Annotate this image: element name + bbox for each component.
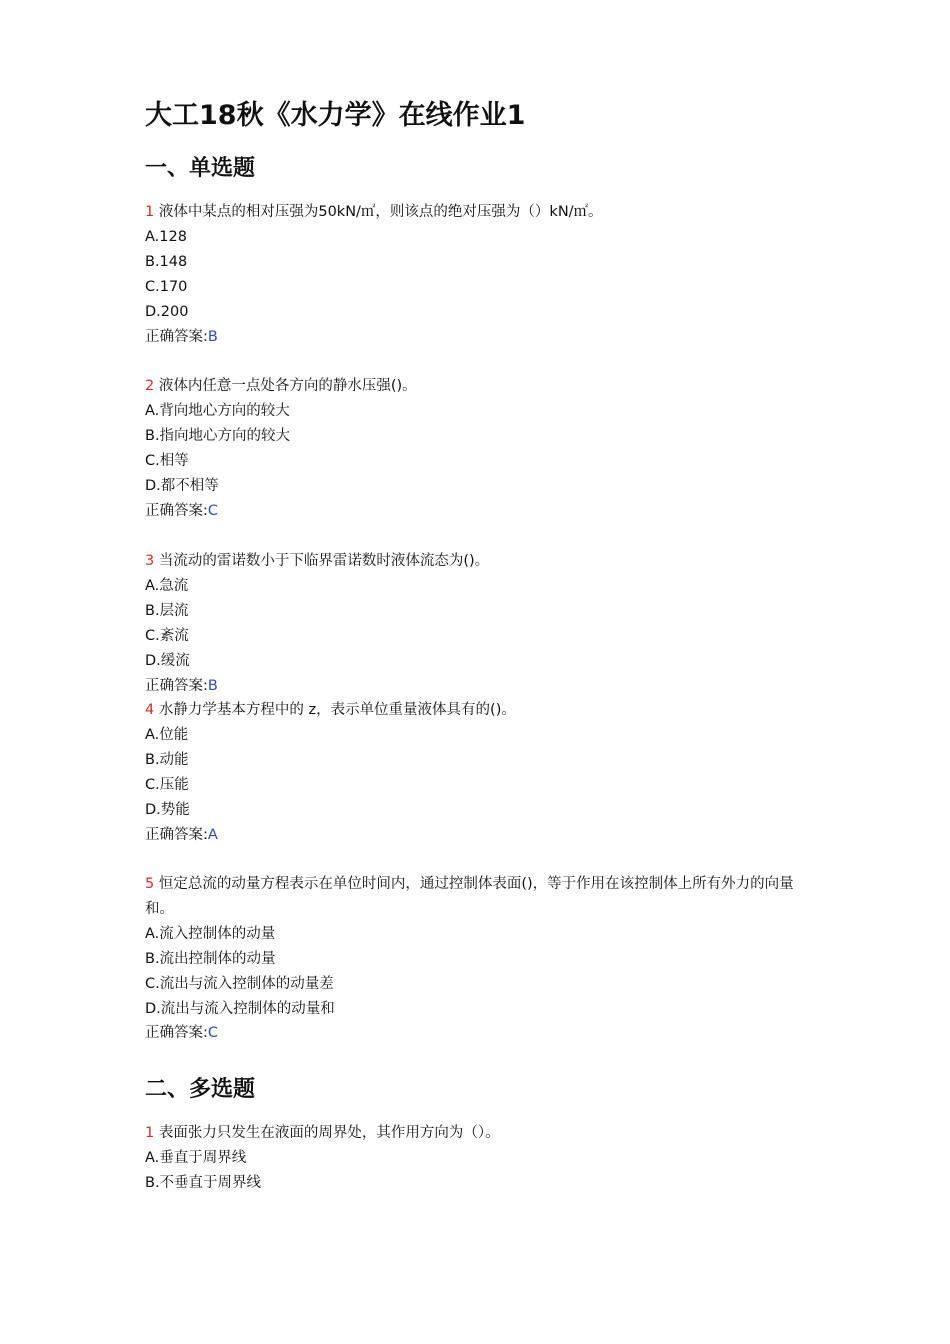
question-stem — [145, 374, 825, 399]
question-text: 恒定总流的动量方程表示在单位时间内，通过控制体表面()，等于作用在该控制体上所有外力的向量和。 — [145, 876, 794, 917]
question-2 — [145, 374, 825, 523]
option-b: B.指向地心方向的较大 — [145, 427, 291, 444]
question-number: 3 — [145, 553, 155, 569]
question-number: 4 — [145, 702, 155, 718]
option-a: A.背向地心方向的较大 — [145, 402, 290, 419]
document-title: 大工18秋《水力学》在线作业1 — [145, 100, 526, 131]
correct-answer — [145, 674, 825, 699]
option-a: A.流入控制体的动量 — [145, 925, 276, 942]
question-1 — [145, 1121, 825, 1196]
question-text: 水静力学基本方程中的 z，表示单位重量液体具有的()。 — [154, 702, 516, 718]
option-b: B.流出控制体的动量 — [145, 950, 276, 967]
question-4 — [145, 698, 825, 847]
answer-value: C — [207, 1025, 219, 1042]
option-d: D.缓流 — [145, 652, 190, 669]
option-b: B.动能 — [145, 751, 189, 768]
option-a: A.位能 — [145, 726, 189, 743]
answer-label: 正确答案: — [145, 1025, 208, 1042]
option-a: A.垂直于周界线 — [145, 1149, 247, 1166]
question-text: 液体内任意一点处各方向的静水压强()。 — [154, 378, 417, 394]
question-number: 1 — [145, 204, 155, 220]
question-text: 表面张力只发生在液面的周界处，其作用方向为（）。 — [154, 1125, 500, 1141]
option-c: C.170 — [145, 278, 188, 295]
section-heading-single-choice: 一、单选题 — [145, 156, 256, 181]
option-a: A.128 — [145, 228, 187, 245]
answer-value: B — [207, 328, 218, 345]
question-stem — [145, 1121, 825, 1146]
question-text: 当流动的雷诺数小于下临界雷诺数时液体流态为()。 — [154, 553, 490, 569]
option-c: C.流出与流入控制体的动量差 — [145, 975, 334, 992]
question-5 — [145, 872, 813, 1046]
question-stem — [145, 200, 825, 225]
answer-label: 正确答案: — [145, 328, 208, 345]
answer-label: 正确答案: — [145, 502, 208, 519]
option-d: D.都不相等 — [145, 477, 219, 494]
option-d: D.势能 — [145, 801, 190, 818]
question-number: 5 — [145, 876, 155, 892]
option-d: D.流出与流入控制体的动量和 — [145, 1000, 335, 1017]
section-heading-multiple-choice: 二、多选题 — [145, 1077, 256, 1102]
option-a: A.急流 — [145, 577, 189, 594]
question-stem — [145, 549, 825, 574]
correct-answer — [145, 1021, 813, 1046]
option-c: C.紊流 — [145, 627, 189, 644]
question-number: 1 — [145, 1125, 155, 1141]
correct-answer — [145, 325, 825, 350]
option-c: C.相等 — [145, 452, 189, 469]
option-d: D.200 — [145, 303, 189, 320]
option-b: B.148 — [145, 253, 188, 270]
question-stem — [145, 698, 825, 723]
option-b: B.不垂直于周界线 — [145, 1174, 262, 1191]
question-3 — [145, 549, 825, 698]
answer-label: 正确答案: — [145, 826, 208, 843]
answer-value: A — [207, 826, 218, 843]
answer-label: 正确答案: — [145, 677, 208, 694]
question-text: 液体中某点的相对压强为50kN/㎡，则该点的绝对压强为（）kN/㎡。 — [154, 204, 603, 220]
correct-answer — [145, 823, 825, 848]
answer-value: B — [207, 677, 218, 694]
option-b: B.层流 — [145, 602, 189, 619]
answer-value: C — [207, 502, 219, 519]
question-stem — [145, 872, 813, 922]
question-1 — [145, 200, 825, 349]
question-number: 2 — [145, 378, 155, 394]
correct-answer — [145, 499, 825, 524]
option-c: C.压能 — [145, 776, 189, 793]
